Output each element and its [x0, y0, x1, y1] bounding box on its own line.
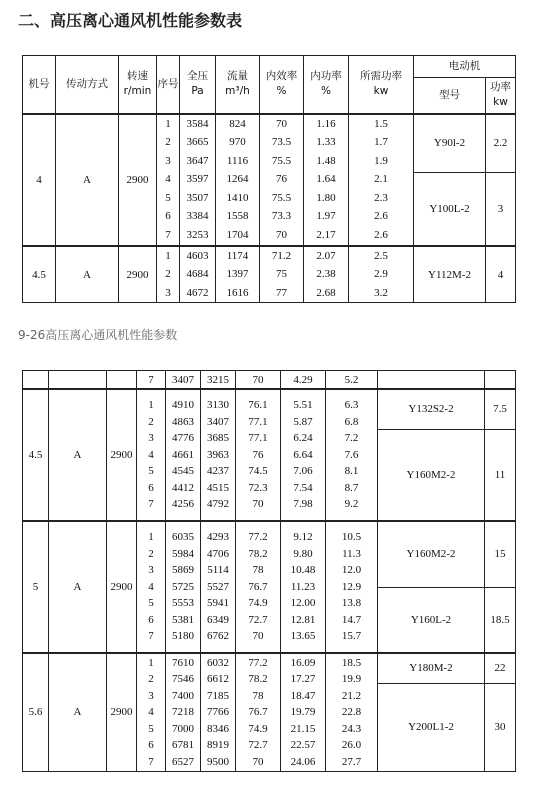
cell-drive: A — [56, 246, 119, 303]
cell-power-list: 2.07 2.38 2.68 — [304, 246, 349, 303]
cell-power-list: 5.51 5.87 6.24 6.64 7.06 7.54 7.98 — [281, 389, 326, 521]
cell-motor-power: 3 — [486, 172, 516, 246]
cell-seq-list: 1 2 3 4 5 6 7 — [157, 114, 180, 246]
cell-flow-list: 1174 1397 1616 — [216, 246, 260, 303]
cell-efficiency-list: 71.2 75 77 — [260, 246, 304, 303]
header-required-power: 所需功率 kw — [349, 56, 414, 114]
cell-power: 4.29 — [281, 371, 326, 390]
cell-required-power-list: 6.3 6.8 7.2 7.6 8.1 8.7 9.2 — [326, 389, 378, 521]
cell-drive: A — [49, 653, 107, 771]
cell-pressure-list: 7610 7546 7400 7218 7000 6781 6527 — [166, 653, 201, 771]
cell-seq: 7 — [137, 371, 166, 390]
cell-speed: 2900 — [119, 114, 157, 246]
cell-pressure-list: 4910 4863 4776 4661 4545 4412 4256 — [166, 389, 201, 521]
cell-motor-power: 7.5 — [485, 389, 516, 429]
cell-empty — [107, 371, 137, 390]
cell-pressure-list: 4603 4684 4672 — [180, 246, 216, 303]
cell-flow-list: 824 970 1116 1264 1410 1558 1704 — [216, 114, 260, 246]
cell-seq-list: 1 2 3 4 5 6 7 — [137, 653, 166, 771]
cell-motor-type: Y160M2-2 — [378, 429, 485, 521]
cell-seq-list: 1 2 3 — [157, 246, 180, 303]
header-efficiency: 内效率 % — [260, 56, 304, 114]
cell-motor-type: Y100L-2 — [414, 172, 486, 246]
cell-efficiency-list: 77.2 78.2 78 76.7 74.9 72.7 70 — [236, 653, 281, 771]
cell-seq-list: 1 2 3 4 5 6 7 — [137, 389, 166, 521]
cell-model-no: 4.5 — [23, 246, 56, 303]
cell-motor-type: Y160M2-2 — [378, 521, 485, 587]
cell-speed: 2900 — [119, 246, 157, 303]
cell-speed: 2900 — [107, 653, 137, 771]
fan-performance-table-1 — [22, 55, 516, 303]
cell-required-power-list: 18.5 19.9 21.2 22.8 24.3 26.0 27.7 — [326, 653, 378, 771]
header-drive: 传动方式 — [56, 56, 119, 114]
cell-pressure: 3407 — [166, 371, 201, 390]
cell-motor-power: 2.2 — [486, 114, 516, 173]
cell-drive: A — [49, 521, 107, 653]
cell-model-no: 5 — [23, 521, 49, 653]
header-flow: 流量 m³/h — [216, 56, 260, 114]
cell-efficiency-list: 76.1 77.1 77.1 76 74.5 72.3 70 — [236, 389, 281, 521]
header-model-no: 机号 — [23, 56, 56, 114]
page-title: 二、高压离心通风机性能参数表 — [18, 11, 243, 30]
cell-model-no: 4 — [23, 114, 56, 246]
cell-seq-list: 1 2 3 4 5 6 7 — [137, 521, 166, 653]
header-motor-type: 型号 — [414, 78, 486, 114]
cell-empty — [485, 371, 516, 390]
header-power: 内功率 % — [304, 56, 349, 114]
cell-required-power: 5.2 — [326, 371, 378, 390]
cell-drive: A — [56, 114, 119, 246]
cell-motor-power: 11 — [485, 429, 516, 521]
cell-drive: A — [49, 389, 107, 521]
header-motor: 电动机 — [414, 56, 516, 78]
cell-speed: 2900 — [107, 389, 137, 521]
cell-power-list: 1.16 1.33 1.48 1.64 1.80 1.97 2.17 — [304, 114, 349, 246]
cell-pressure-list: 6035 5984 5869 5725 5553 5381 5180 — [166, 521, 201, 653]
header-seq: 序号 — [157, 56, 180, 114]
cell-power-list: 9.12 9.80 10.48 11.23 12.00 12.81 13.65 — [281, 521, 326, 653]
cell-required-power-list: 10.5 11.3 12.0 12.9 13.8 14.7 15.7 — [326, 521, 378, 653]
cell-flow-list: 3130 3407 3685 3963 4237 4515 4792 — [201, 389, 236, 521]
fan-performance-table-2 — [22, 370, 516, 772]
cell-motor-power: 30 — [485, 683, 516, 771]
cell-motor-power: 18.5 — [485, 587, 516, 653]
cell-flow: 3215 — [201, 371, 236, 390]
cell-power-list: 16.09 17.27 18.47 19.79 21.15 22.57 24.06 — [281, 653, 326, 771]
cell-efficiency-list: 77.2 78.2 78 76.7 74.9 72.7 70 — [236, 521, 281, 653]
cell-model-no: 5.6 — [23, 653, 49, 771]
cell-empty — [49, 371, 107, 390]
cell-empty — [378, 371, 485, 390]
cell-motor-type: Y200L1-2 — [378, 683, 485, 771]
header-speed: 转速 r/min — [119, 56, 157, 114]
section-subtitle: 9-26高压离心通风机性能参数 — [18, 328, 178, 342]
cell-motor-type: Y132S2-2 — [378, 389, 485, 429]
header-motor-power: 功率 kw — [486, 78, 516, 114]
cell-speed: 2900 — [107, 521, 137, 653]
cell-flow-list: 6032 6612 7185 7766 8346 8919 9500 — [201, 653, 236, 771]
cell-motor-type: Y112M-2 — [414, 246, 486, 303]
cell-motor-power: 22 — [485, 653, 516, 683]
cell-model-no: 4.5 — [23, 389, 49, 521]
cell-pressure-list: 3584 3665 3647 3597 3507 3384 3253 — [180, 114, 216, 246]
cell-motor-type: Y90l-2 — [414, 114, 486, 173]
cell-flow-list: 4293 4706 5114 5527 5941 6349 6762 — [201, 521, 236, 653]
cell-motor-power: 15 — [485, 521, 516, 587]
cell-efficiency: 70 — [236, 371, 281, 390]
cell-motor-type: Y160L-2 — [378, 587, 485, 653]
cell-efficiency-list: 70 73.5 75.5 76 75.5 73.3 70 — [260, 114, 304, 246]
cell-motor-type: Y180M-2 — [378, 653, 485, 683]
cell-motor-power: 4 — [486, 246, 516, 303]
cell-required-power-list: 2.5 2.9 3.2 — [349, 246, 414, 303]
cell-required-power-list: 1.5 1.7 1.9 2.1 2.3 2.6 2.6 — [349, 114, 414, 246]
header-pressure: 全压 Pa — [180, 56, 216, 114]
cell-empty — [23, 371, 49, 390]
